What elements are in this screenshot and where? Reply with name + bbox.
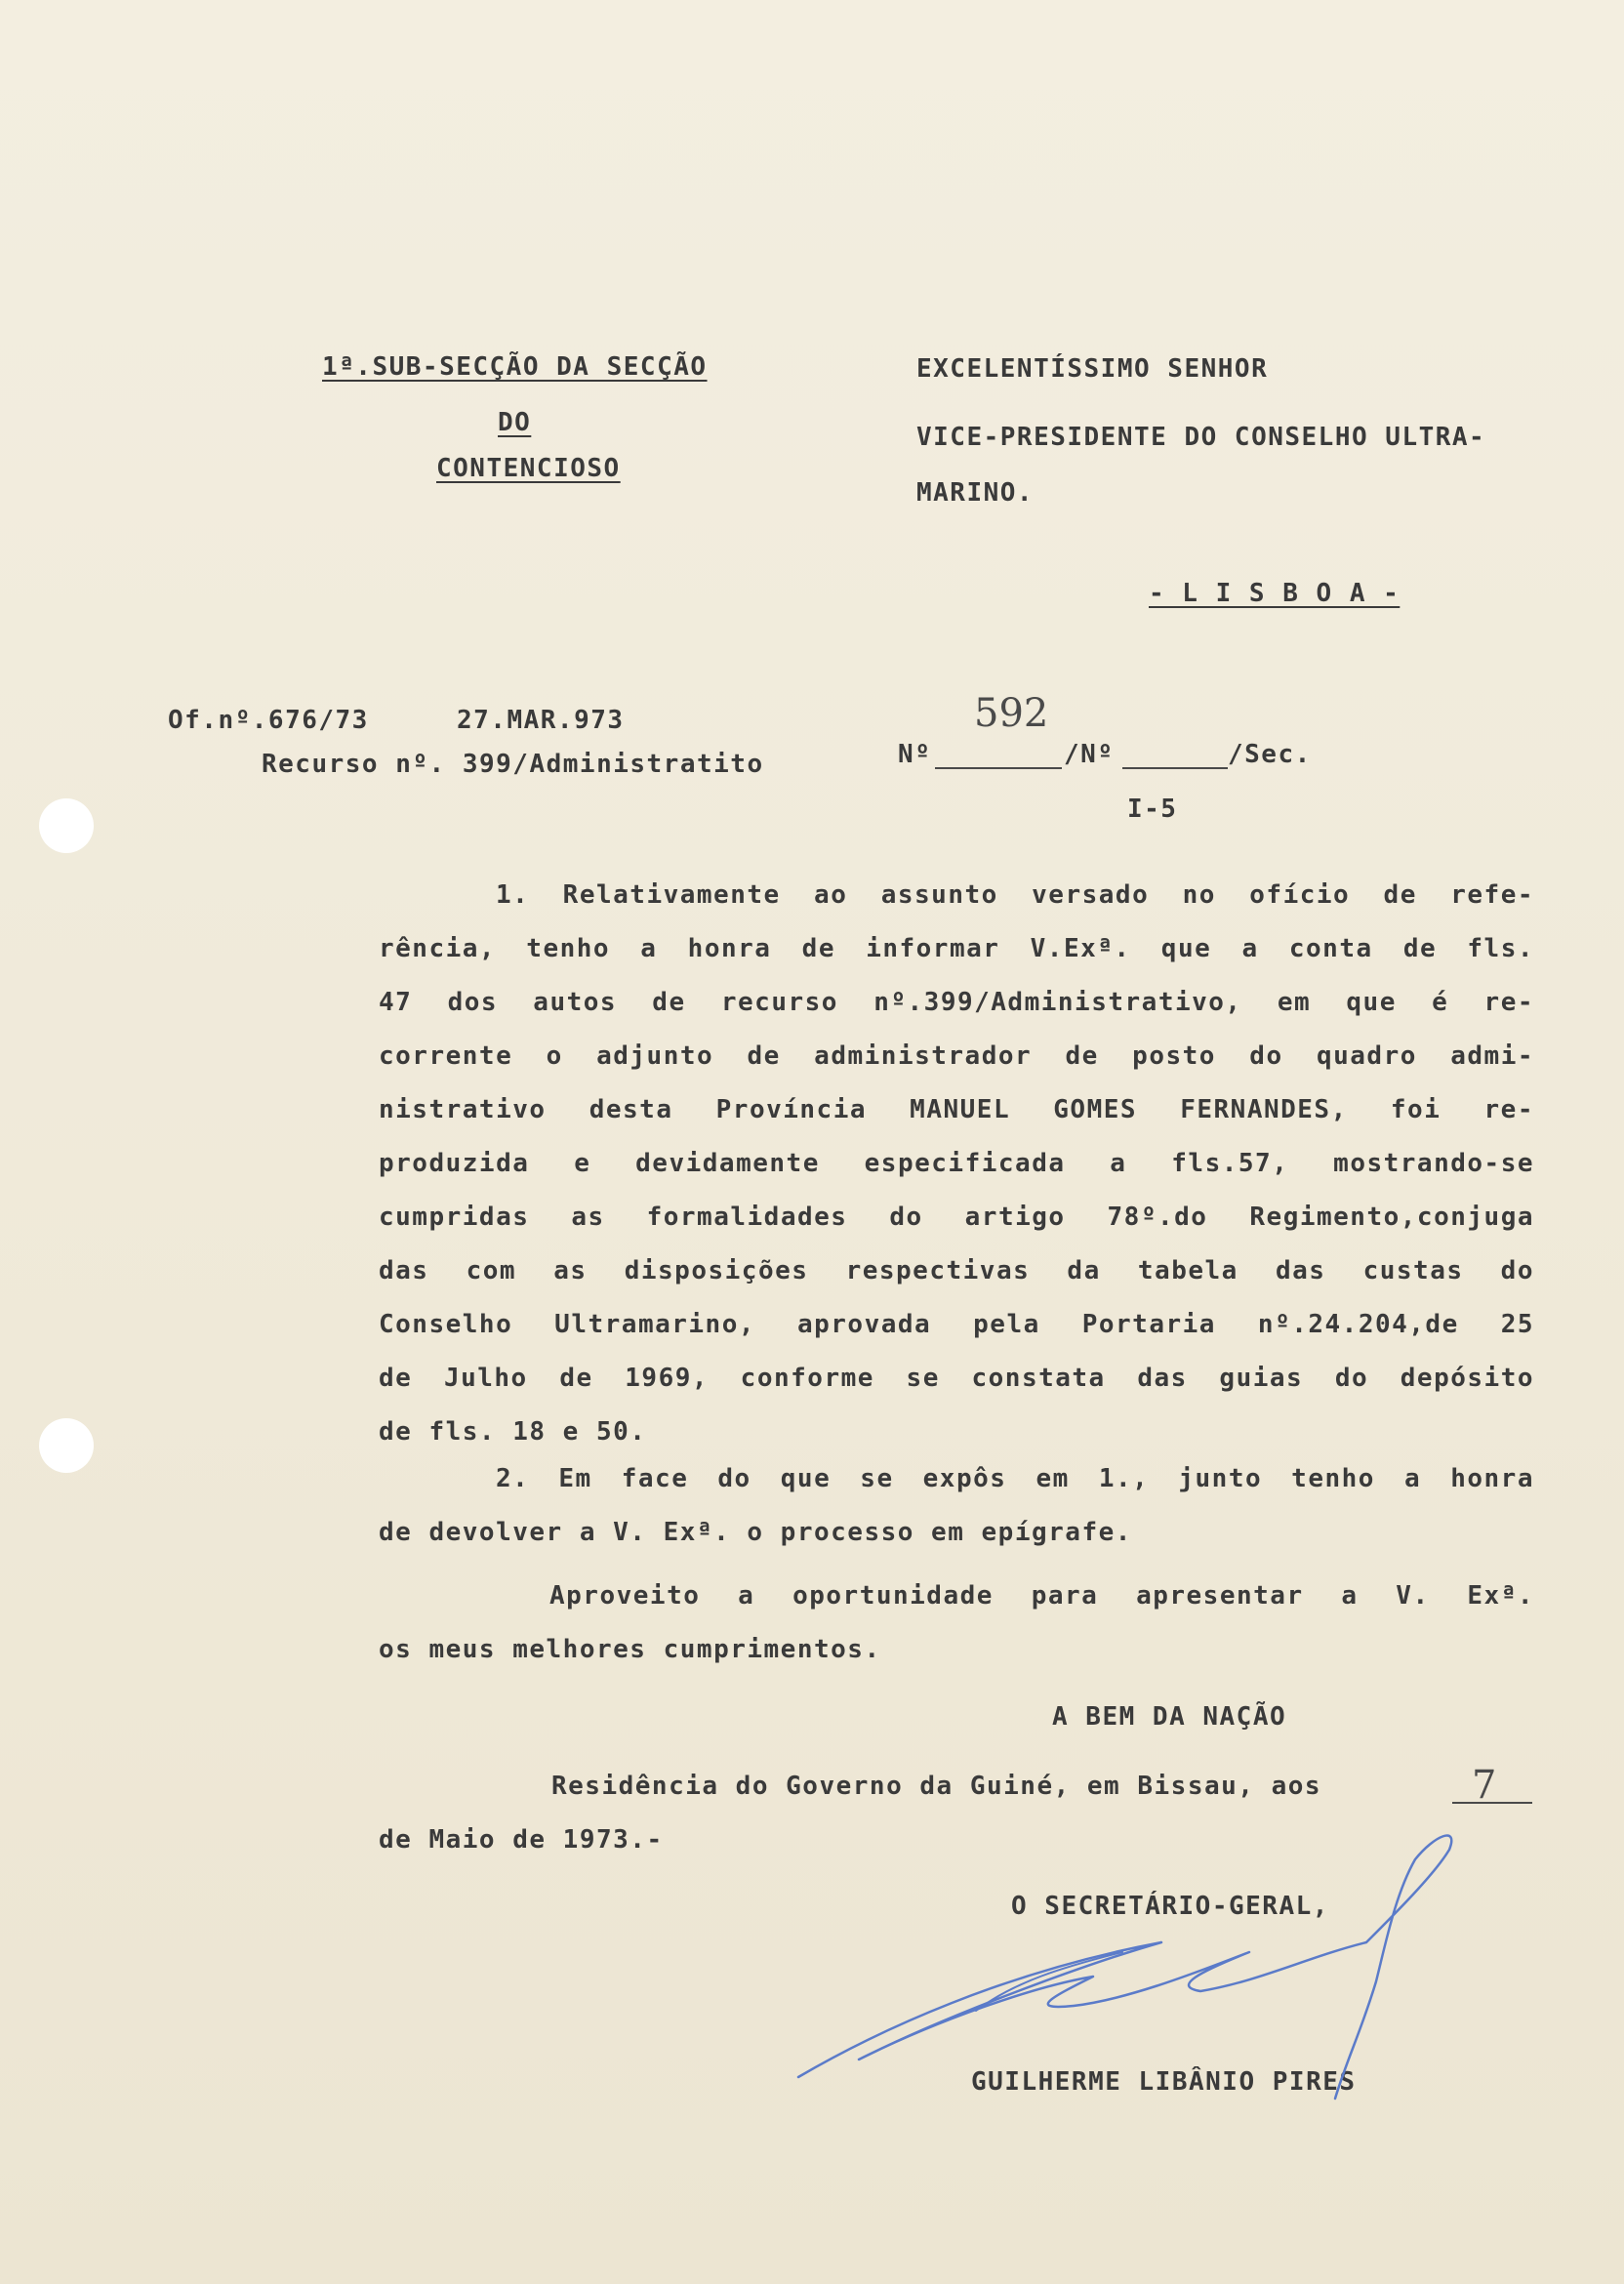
addressee-line-3: MARINO.: [916, 478, 1035, 508]
number-suffix: /Sec.: [1228, 740, 1312, 769]
paragraph-1-line: produzida e devidamente especificada a fls.57, mostrando-se: [379, 1149, 1534, 1178]
paragraph-1-line: cumpridas as formalidades do artigo 78º.do Regimento,conjuga: [379, 1203, 1534, 1232]
addressee-line-2: VICE-PRESIDENTE DO CONSELHO ULTRA-: [916, 423, 1486, 452]
number-mid: /Nº: [1064, 740, 1115, 769]
oficio-number: Of.nº.676/73: [168, 706, 369, 735]
closing-line: os meus melhores cumprimentos.: [379, 1635, 881, 1664]
number-handwritten: 592: [974, 691, 1049, 736]
paragraph-1-line: Conselho Ultramarino, aprovada pela Portaria nº.24.204,de 25: [379, 1310, 1534, 1339]
paragraph-1-line: rência, tenho a honra de informar V.Exª. que a conta de fls.: [379, 934, 1534, 963]
paragraph-1-line: de fls. 18 e 50.: [379, 1417, 647, 1447]
place-date-line-2: de Maio de 1973.-: [379, 1825, 664, 1855]
city: - L I S B O A -: [1149, 579, 1401, 608]
paragraph-1-line: corrente o adjunto de administrador de posto do quadro admi-: [379, 1041, 1534, 1071]
number-prefix: Nº: [898, 740, 932, 769]
place-date-line-1: Residência do Governo da Guiné, em Bissau, aos: [551, 1772, 1322, 1801]
section-line-2: DO: [498, 408, 532, 437]
paragraph-1-line: 47 dos autos de recurso nº.399/Administrativo, em que é re-: [379, 988, 1534, 1017]
recurso-number: Recurso nº. 399/Administratito: [262, 750, 764, 779]
section-line-3: CONTENCIOSO: [436, 454, 621, 483]
paragraph-1-line: nistrativo desta Província MANUEL GOMES FERNANDES, foi re-: [379, 1095, 1534, 1124]
day-handwritten: 7: [1472, 1763, 1497, 1808]
closing-line: Aproveito a oportunidade para apresentar a V. Exª.: [549, 1581, 1534, 1611]
motto: A BEM DA NAÇÃO: [1052, 1702, 1287, 1732]
paragraph-2-line: de devolver a V. Exª. o processo em epígrafe.: [379, 1518, 1132, 1547]
section-line-1: 1ª.SUB-SECÇÃO DA SECÇÃO: [322, 352, 708, 382]
oficio-date: 27.MAR.973: [457, 706, 625, 735]
reference-code: I-5: [1127, 795, 1178, 824]
addressee-line-1: EXCELENTÍSSIMO SENHOR: [916, 354, 1269, 384]
signatory-title: O SECRETÁRIO-GERAL,: [1011, 1892, 1329, 1921]
paragraph-2-line: 2. Em face do que se expôs em 1., junto tenho a honra: [496, 1464, 1534, 1493]
signatory-name: GUILHERME LIBÂNIO PIRES: [971, 2067, 1357, 2097]
paragraph-1-line: de Julho de 1969, conforme se constata das guias do depósito: [379, 1364, 1534, 1393]
paragraph-1-line: das com as disposições respectivas da tabela das custas do: [379, 1256, 1534, 1285]
paragraph-1-line: 1. Relativamente ao assunto versado no ofício de refe-: [496, 880, 1534, 910]
